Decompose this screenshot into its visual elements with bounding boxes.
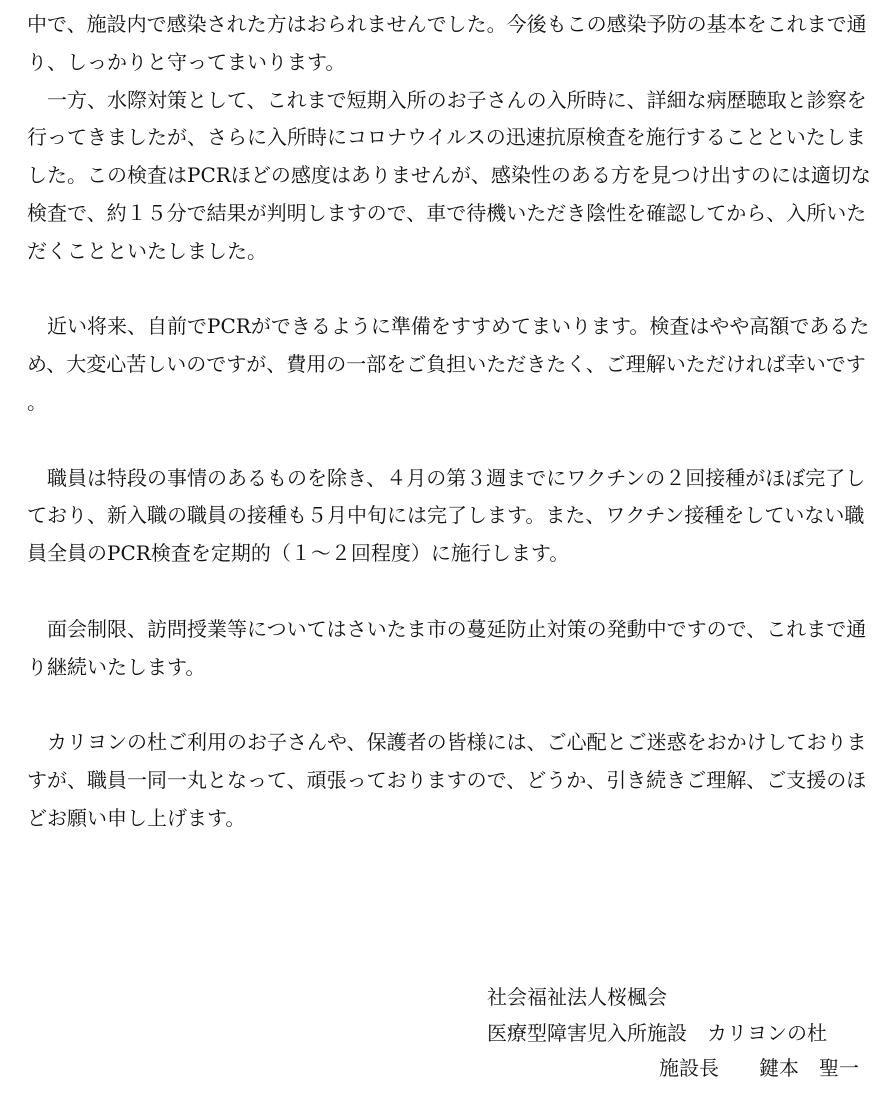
paragraph-gap bbox=[27, 573, 872, 611]
signature-block bbox=[487, 980, 877, 1087]
paragraph-visit-restrictions: 面会制限、訪問授業等についてはさいたま市の蔓延防止対策の発動中ですので、これまで通り継続いたします。 bbox=[27, 616, 867, 679]
paragraph-staff-vaccination: 職員は特段の事情のあるものを除き、４月の第３週までにワクチンの２回接種がほぼ完了しており、新入職の職員の接種も５月中旬には完了します。また、ワクチン接種をしていない職員全員のPCR検査を定期的（１～２回程度）に施行します。 bbox=[27, 465, 866, 566]
paragraph-gap bbox=[27, 422, 872, 460]
paragraph-gap bbox=[27, 686, 872, 724]
signature-facility: 医療型障害児入所施設 カリヨンの杜 bbox=[487, 1020, 827, 1045]
paragraph-pcr-plan: 近い将来、自前でPCRができるように準備をすすめてまいります。検査はやや高額であるため、大変心苦しいのですが、費用の一部をご負担いただきたく、ご理解いただければ幸いです。 bbox=[27, 314, 870, 414]
letter-body bbox=[27, 6, 872, 838]
signature-organization: 社会福祉法人桜楓会 bbox=[487, 985, 667, 1009]
paragraph-infection-prevention: 中で、施設内で感染された方はおられませんでした。今後もこの感染予防の基本をこれまで通り、しっかりと守ってまいります。 bbox=[27, 12, 867, 74]
paragraph-closing: カリヨンの杜ご利用のお子さんや、保護者の皆様には、ご心配とご迷惑をおかけしておりますが、職員一同一丸となって、頑張っておりますので、どうか、引き続きご理解、ご支援のほどお願い申し上げます。 bbox=[27, 730, 867, 830]
paragraph-border-measures: 一方、水際対策として、これまで短期入所のお子さんの入所時に、詳細な病歴聴取と診察を行ってきましたが、さらに入所時にコロナウイルスの迅速抗原検査を施行することといたしました。この検査はPCRほどの感度はありませんが、感染性のある方を見つけ出すのには適切な検査で、約１５分で結果が判明しますので、車で待機いただき陰性を確認してから、入所いただくことといたしました。 bbox=[27, 87, 871, 263]
paragraph-gap bbox=[27, 271, 872, 309]
signature-director: 施設長 鍵本 聖一 bbox=[659, 1056, 859, 1080]
